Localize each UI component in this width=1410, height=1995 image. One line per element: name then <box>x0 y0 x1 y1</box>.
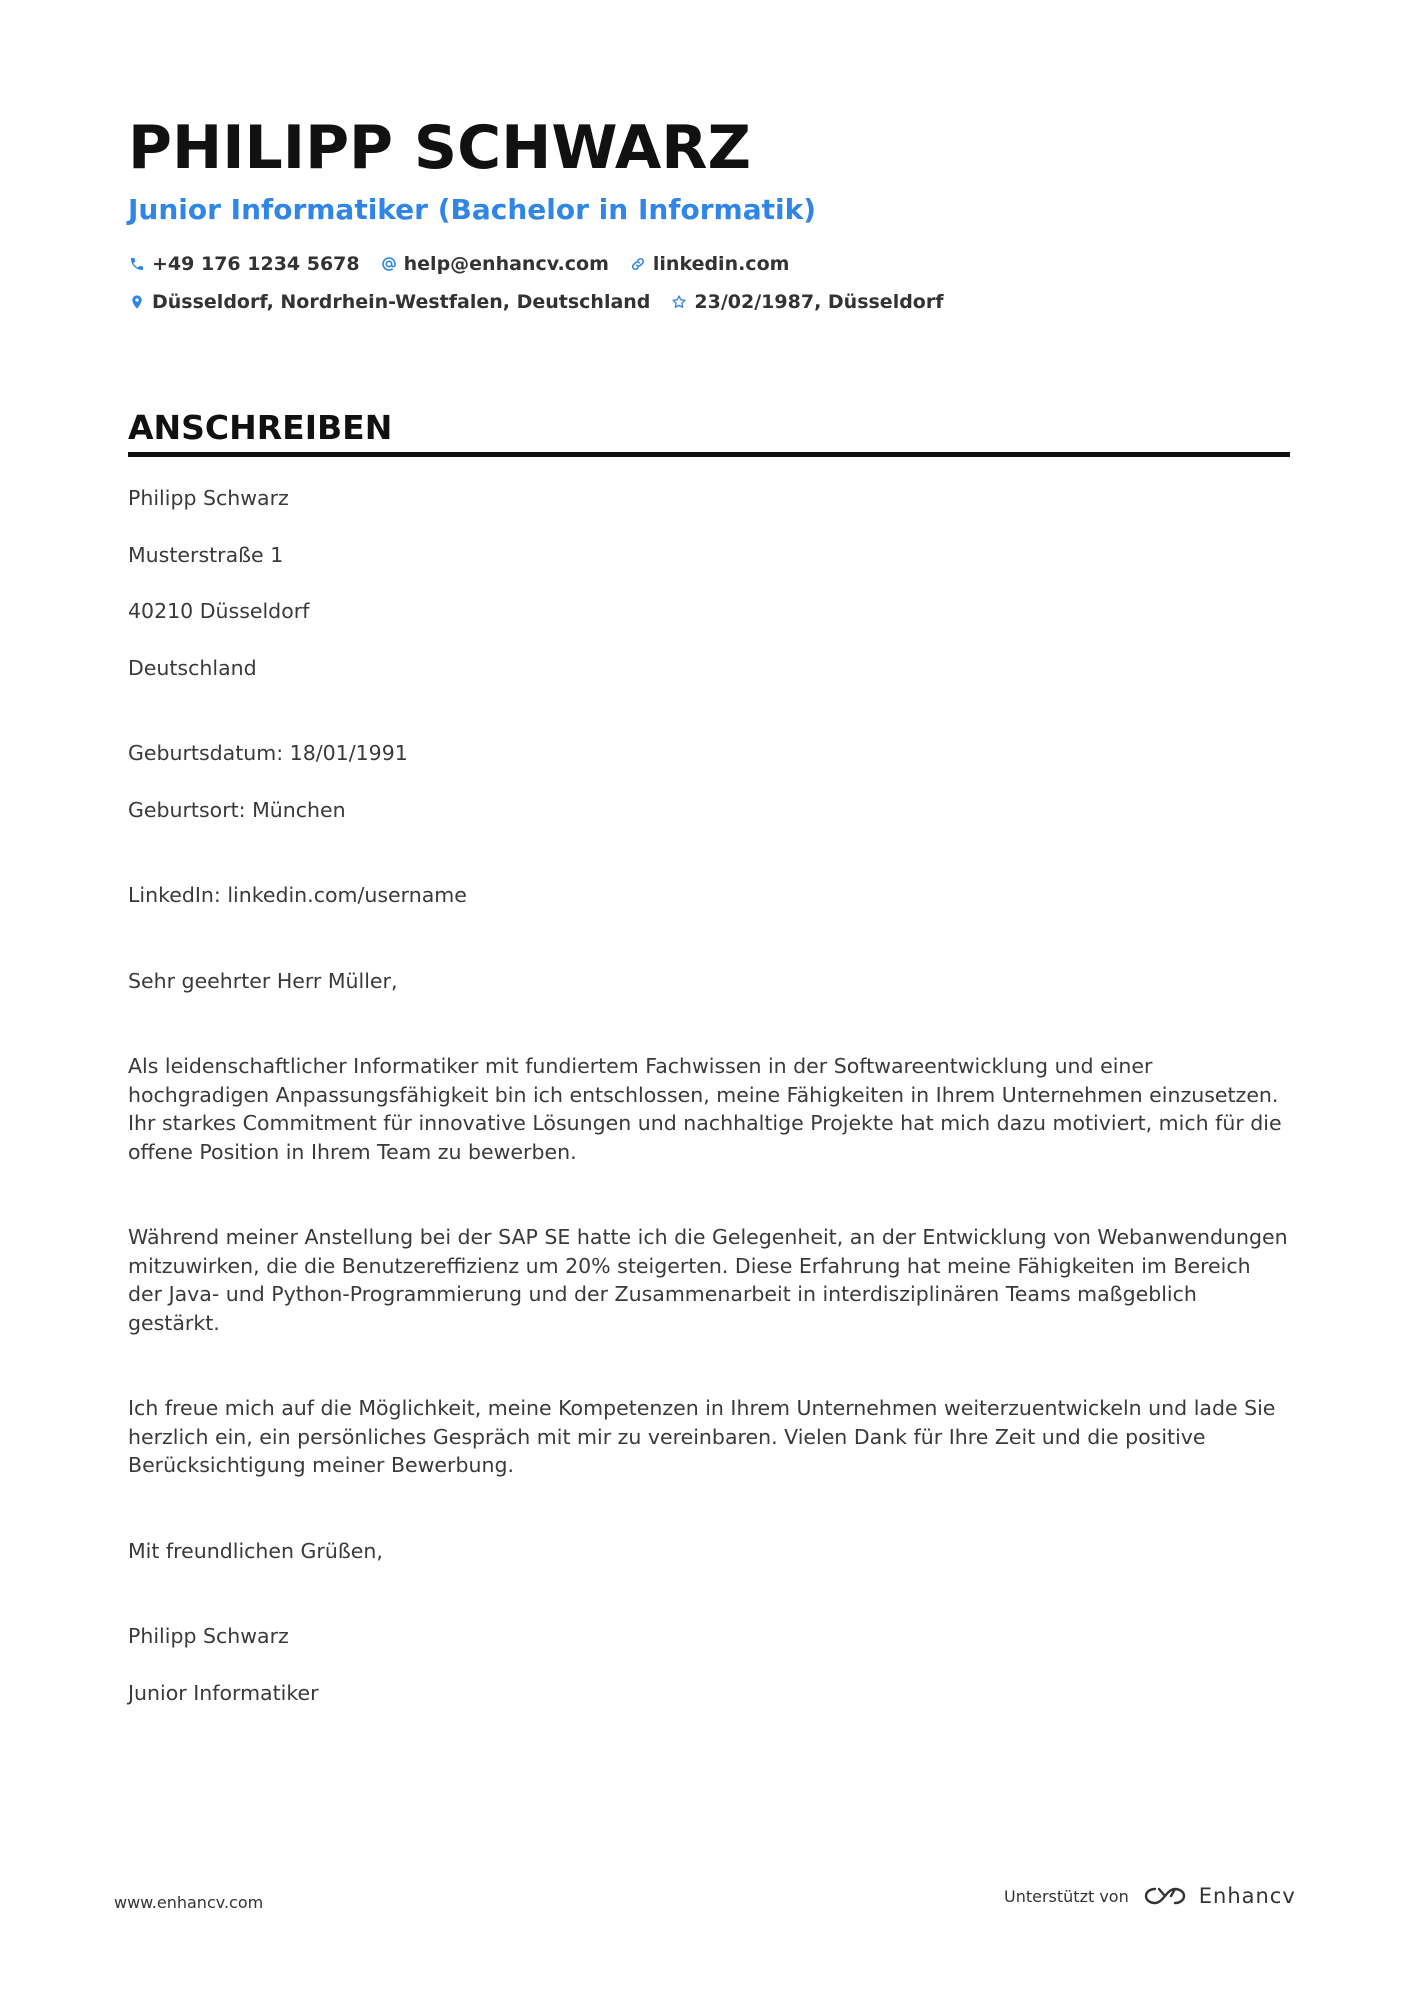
salutation: Sehr geehrter Herr Müller, <box>128 968 398 993</box>
signature-title: Junior Informatiker <box>128 1680 319 1705</box>
cover-letter-section-header <box>128 406 1290 457</box>
location-pin-icon <box>128 293 146 311</box>
signature-name: Philipp Schwarz <box>128 1624 289 1648</box>
contact-email-text: help@enhancv.com <box>403 253 609 275</box>
paragraph-experience: Während meiner Anstellung bei der SAP SE hatte ich die Gelegenheit, an der Entwicklung von Webanwendungen mitzuwirken, die die Benutzereffizienz um 20% steigerten. Diese Erfahrung hat meine Fähigkeiten im Bereich der Java- und Python-Programmierung und der Zusammenarbeit in interdisziplinären Teams maßgeblich gestärkt. <box>128 1225 1288 1335</box>
contact-linkedin-text: linkedin.com <box>652 253 790 275</box>
paragraph-closing: Ich freue mich auf die Möglichkeit, meine Kompetenzen in Ihrem Unternehmen weiterzuentwickeln und lade Sie herzlich ein, ein persönliches Gespräch mit mir zu vereinbaren. Vielen Dank für Ihre Zeit und die positive Berücksichtigung meiner Bewerbung. <box>128 1396 1276 1477</box>
candidate-name: PHILIPP SCHWARZ <box>128 113 751 183</box>
closing-phrase: Mit freundlichen Grüßen, <box>128 1538 383 1563</box>
paragraph-intro: Als leidenschaftlicher Informatiker mit fundiertem Fachwissen in der Softwareentwicklung und einer hochgradigen Anpassungsfähigkeit bin ich entschlossen, meine Fähigkeiten in Ihrem Unternehmen einzusetzen. Ihr starkes Commitment für innovative Lösungen und nachhaltige Projekte hat mich dazu motiviert, mich für die offene Position in Ihrem Team zu bewerben. <box>128 1054 1282 1164</box>
contact-birth <box>670 288 943 316</box>
sender-street: Musterstraße 1 <box>128 542 284 567</box>
section-divider <box>128 452 1290 457</box>
sender-name: Philipp Schwarz <box>128 486 289 510</box>
enhancv-logo-icon <box>1141 1882 1189 1910</box>
phone-icon <box>128 255 146 273</box>
at-icon <box>380 255 398 273</box>
contact-phone <box>128 250 360 278</box>
linkedin-line: LinkedIn: linkedin.com/username <box>128 883 467 907</box>
contact-phone-text: +49 176 1234 5678 <box>152 253 360 275</box>
resume-header <box>128 112 1288 316</box>
footer-branding <box>1004 1882 1296 1910</box>
brand-name: Enhancv <box>1198 1884 1296 1908</box>
birth-date: Geburtsdatum: 18/01/1991 <box>128 741 408 765</box>
contact-location <box>128 288 650 316</box>
powered-by-label: Unterstützt von <box>1004 1886 1129 1906</box>
birth-place: Geburtsort: München <box>128 797 346 822</box>
sender-city: 40210 Düsseldorf <box>128 599 310 623</box>
contact-birth-text: 23/02/1987, Düsseldorf <box>694 291 944 313</box>
contact-list <box>128 250 1288 316</box>
link-icon <box>629 255 647 273</box>
contact-email <box>380 250 609 278</box>
candidate-role: Junior Informatiker (Bachelor in Informatik) <box>128 193 816 226</box>
contact-location-text: Düsseldorf, Nordrhein-Westfalen, Deutschland <box>152 291 651 313</box>
star-icon <box>670 293 688 311</box>
sender-country: Deutschland <box>128 655 257 680</box>
contact-linkedin <box>629 250 790 278</box>
letter-body <box>128 470 1290 1707</box>
footer-website[interactable]: www.enhancv.com <box>114 1893 264 1912</box>
section-title: ANSCHREIBEN <box>128 408 393 447</box>
